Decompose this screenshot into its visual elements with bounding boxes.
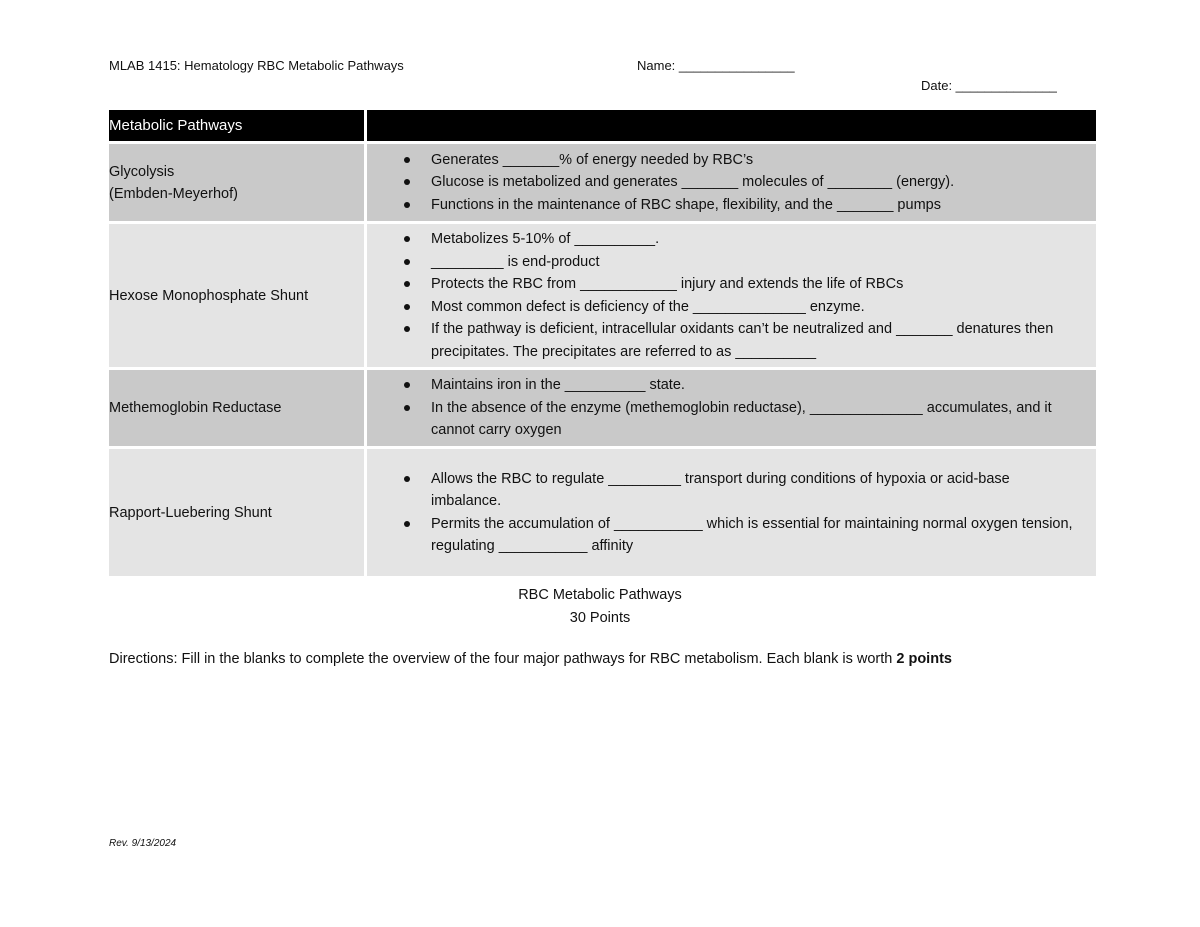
pathway-bullets-cell (367, 449, 1096, 579)
bullet-list (367, 228, 1096, 363)
bullet-item: Metabolizes 5-10% of __________. (431, 228, 1096, 251)
bullet-item: Maintains iron in the __________ state. (431, 374, 1096, 397)
pathway-name: Hexose Monophosphate Shunt (109, 287, 309, 304)
directions-points: 2 points (896, 651, 952, 667)
bullet-item: Functions in the maintenance of RBC shape, flexibility, and the _______ pumps (431, 194, 1096, 217)
name-field-line: Name: ________________ (637, 58, 795, 73)
pathway-name-cell (109, 370, 367, 449)
pathway-subname: (Embden-Meyerhof) (109, 185, 238, 202)
bullet-item: Generates _______% of energy needed by RBC’s (431, 149, 1096, 172)
pathway-name-cell (109, 144, 367, 224)
metabolic-pathways-table (109, 110, 1096, 579)
pathway-name: Methemoglobin Reductase (109, 400, 282, 416)
table-header-row (109, 110, 1096, 144)
course-title: MLAB 1415: Hematology RBC Metabolic Pathways (109, 58, 404, 73)
bullet-item: If the pathway is deficient, intracellular oxidants can’t be neutralized and _______ denatures then precipitates. The precipitates are referred to as __________ (431, 318, 1096, 363)
bullet-item: Protects the RBC from ____________ injury and extends the life of RBCs (431, 273, 1096, 296)
pathway-name-cell (109, 224, 367, 370)
table-row-hexose-monophosphate-shunt (109, 224, 1096, 370)
bullet-list (367, 374, 1096, 442)
bullet-list (367, 468, 1096, 558)
table-row-rapport-luebering-shunt (109, 449, 1096, 579)
bullet-item: _________ is end-product (431, 251, 1096, 274)
table-row-methemoglobin-reductase (109, 370, 1096, 449)
pathway-name: Rapport-Luebering Shunt (109, 504, 272, 521)
pathway-name: Glycolysis (109, 163, 175, 180)
bullet-item: Permits the accumulation of ___________ which is essential for maintaining normal oxygen tension, regulating ___________ affinity (431, 513, 1096, 558)
table-row-glycolysis (109, 144, 1096, 224)
bullet-item: Most common defect is deficiency of the ______________ enzyme. (431, 296, 1096, 319)
table-header-label: Metabolic Pathways (109, 110, 367, 144)
worksheet-title-block (0, 584, 1200, 630)
pathway-bullets-cell (367, 144, 1096, 224)
directions-text (109, 651, 952, 667)
directions-body: Directions: Fill in the blanks to complete the overview of the four major pathways for RBC metabolism. Each blank is worth (109, 651, 897, 667)
worksheet-points: 30 Points (569, 610, 631, 626)
bullet-list (367, 149, 1096, 217)
worksheet-title: RBC Metabolic Pathways (518, 587, 682, 603)
bullet-item: Allows the RBC to regulate _________ transport during conditions of hypoxia or acid-base imbalance. (431, 468, 1096, 513)
table-header-blank (367, 110, 1096, 144)
pathway-bullets-cell (367, 224, 1096, 370)
pathway-name-cell (109, 449, 367, 579)
pathway-bullets-cell (367, 370, 1096, 449)
date-field-line: Date: ______________ (921, 78, 1057, 93)
bullet-item: Glucose is metabolized and generates _______ molecules of ________ (energy). (431, 171, 1096, 194)
revision-date: Rev. 9/13/2024 (109, 838, 177, 849)
bullet-item: In the absence of the enzyme (methemoglobin reductase), ______________ accumulates, and it cannot carry oxygen (431, 397, 1096, 442)
